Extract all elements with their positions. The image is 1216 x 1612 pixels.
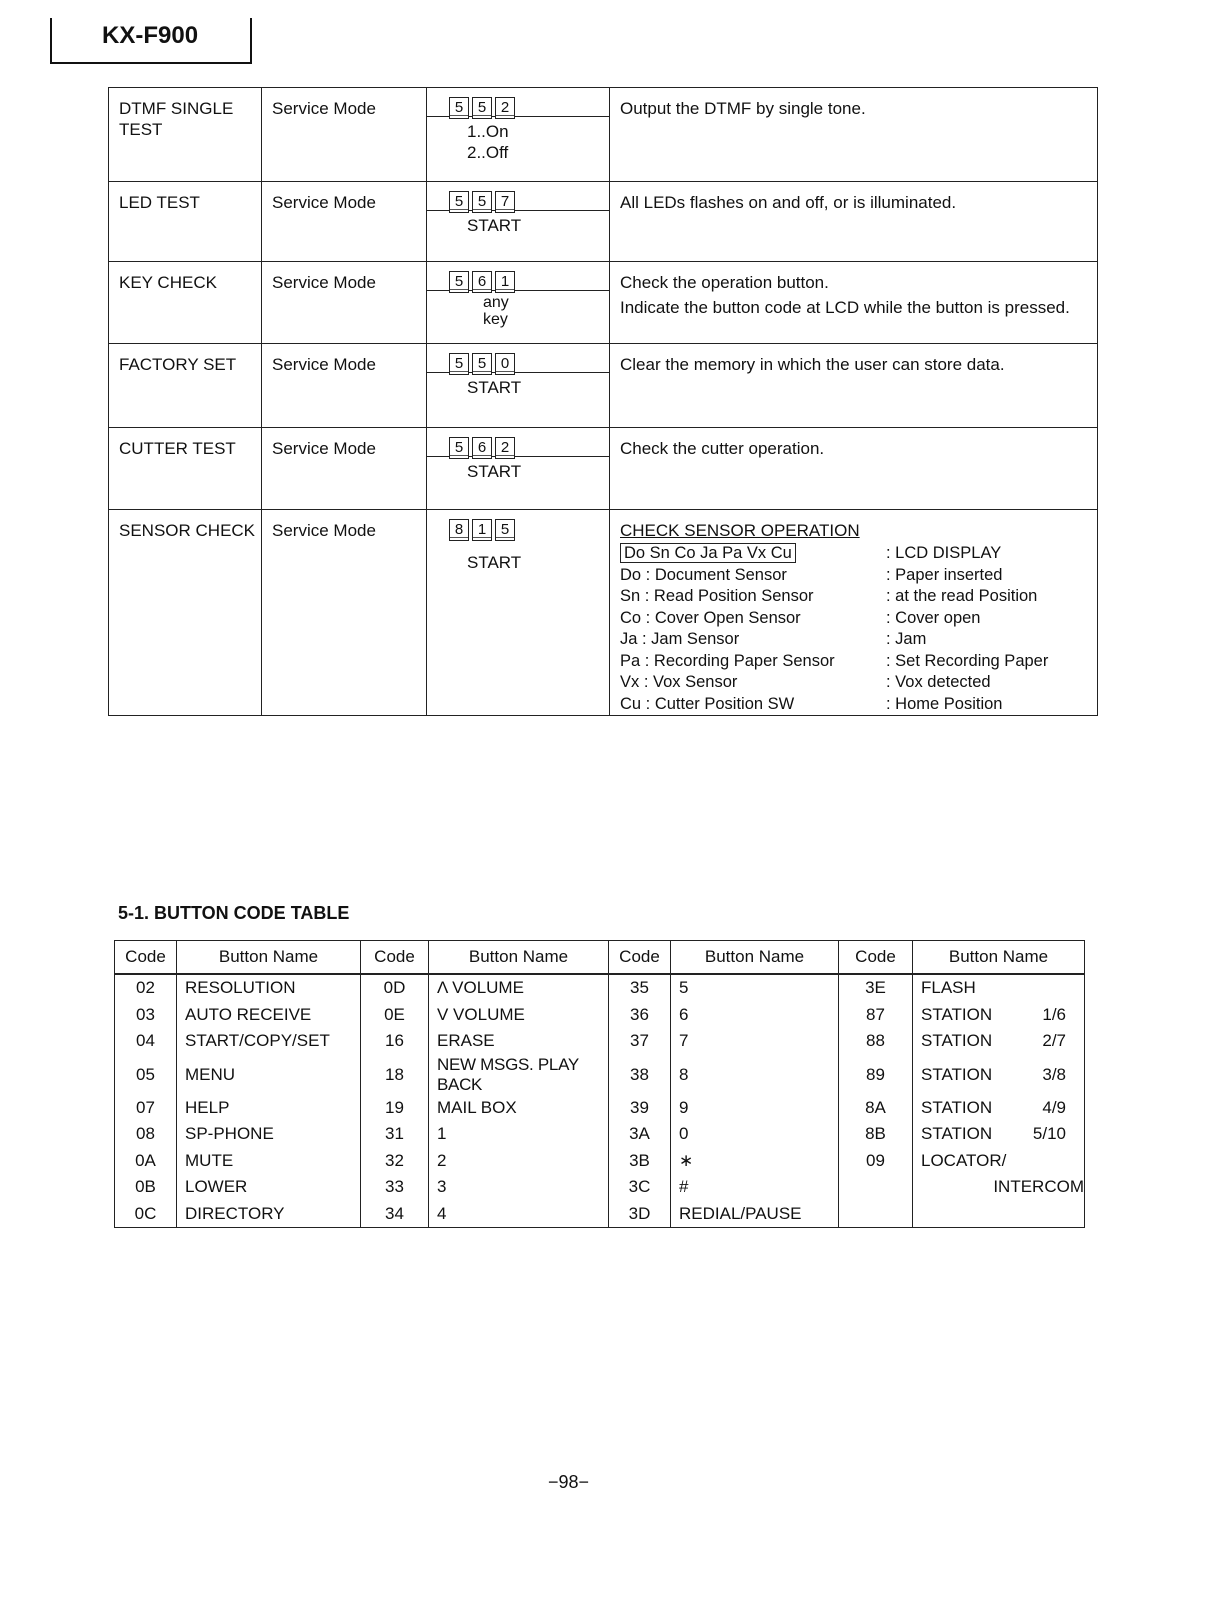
followup-line: START: [467, 216, 522, 235]
button-name: [913, 1121, 1085, 1148]
button-label: STATION: [921, 1031, 993, 1051]
column-header-code: Code: [609, 941, 671, 975]
button-name: 4: [429, 1201, 609, 1228]
table-row: [115, 1028, 1085, 1055]
followup-line: START: [467, 462, 522, 481]
button-code: 38: [609, 1055, 671, 1095]
description-line: Clear the memory in which the user can store data.: [620, 355, 1005, 374]
button-code: 3A: [609, 1121, 671, 1148]
button-code: 3D: [609, 1201, 671, 1228]
button-name: HELP: [177, 1095, 361, 1122]
key-sequence: [427, 510, 609, 538]
page-number: −98−: [548, 1472, 590, 1492]
button-code: 08: [115, 1121, 177, 1148]
followup-line: key: [483, 311, 508, 328]
button-code: 33: [361, 1174, 429, 1201]
key-sequence: [427, 428, 609, 456]
keypad-key: 5: [449, 271, 469, 293]
button-name: LOWER: [177, 1174, 361, 1201]
button-code: 8B: [839, 1121, 913, 1148]
test-key-sequence: [427, 510, 610, 716]
button-name: 2: [429, 1148, 609, 1175]
button-name: 7: [671, 1028, 839, 1055]
button-name: INTERCOM: [913, 1174, 1085, 1201]
button-name: AUTO RECEIVE: [177, 1002, 361, 1029]
keypad-key: 5: [495, 519, 515, 541]
test-mode: Service Mode: [262, 182, 427, 262]
key-followup: [427, 538, 609, 573]
test-mode: Service Mode: [262, 510, 427, 716]
table-row: [115, 1201, 1085, 1228]
button-code: 39: [609, 1095, 671, 1122]
service-test-table: [108, 87, 1098, 716]
sensor-name: Do : Document Sensor: [620, 565, 787, 584]
keypad-key: 5: [449, 191, 469, 213]
button-code: 0B: [115, 1174, 177, 1201]
lcd-display: Do Sn Co Ja Pa Vx Cu: [620, 543, 796, 563]
button-name: 6: [671, 1002, 839, 1029]
button-name: LOCATOR/: [913, 1148, 1085, 1175]
keypad-key: 5: [449, 97, 469, 119]
table-row: [115, 1002, 1085, 1029]
table-row: [115, 1148, 1085, 1175]
test-mode: Service Mode: [262, 88, 427, 182]
test-key-sequence: [427, 344, 610, 428]
test-description: [610, 182, 1098, 262]
key-sequence: [427, 182, 609, 210]
button-name: SP-PHONE: [177, 1121, 361, 1148]
button-code: 04: [115, 1028, 177, 1055]
button-code: 3E: [839, 974, 913, 1002]
test-name: KEY CHECK: [109, 262, 262, 344]
keypad-key: 8: [449, 519, 469, 541]
followup-line: 1..On: [467, 122, 509, 141]
button-name: NEW MSGS. PLAY BACK: [429, 1055, 609, 1095]
button-suffix: 4/9: [1042, 1097, 1066, 1117]
column-header-button-name: Button Name: [177, 941, 361, 975]
sensor-name: Pa : Recording Paper Sensor: [620, 651, 835, 670]
keypad-key: 1: [472, 519, 492, 541]
service-test-row: [109, 428, 1098, 510]
button-code: 32: [361, 1148, 429, 1175]
button-name: V VOLUME: [429, 1002, 609, 1029]
sensor-state: : Cover open: [886, 608, 981, 627]
button-name: 9: [671, 1095, 839, 1122]
test-key-sequence: [427, 262, 610, 344]
button-code: 16: [361, 1028, 429, 1055]
button-name: MENU: [177, 1055, 361, 1095]
test-description: [610, 88, 1098, 182]
key-followup: [427, 372, 609, 398]
service-test-row: [109, 344, 1098, 428]
button-suffix: 2/7: [1042, 1031, 1066, 1051]
button-code: 89: [839, 1055, 913, 1095]
test-name: LED TEST: [109, 182, 262, 262]
button-name: ∗: [671, 1148, 839, 1175]
button-name: 1: [429, 1121, 609, 1148]
button-label: STATION: [921, 1004, 993, 1024]
sensor-name: Ja : Jam Sensor: [620, 630, 740, 648]
description-line: Check the operation button.: [620, 273, 829, 292]
keypad-key: 5: [472, 353, 492, 375]
keypad-key: 6: [472, 437, 492, 459]
key-followup: [427, 116, 609, 163]
test-name: SENSOR CHECK: [109, 510, 262, 716]
column-header-button-name: Button Name: [913, 941, 1085, 975]
sensor-state: : Paper inserted: [886, 565, 1003, 584]
keypad-key: 7: [495, 191, 515, 213]
button-code: 3C: [609, 1174, 671, 1201]
button-code: 87: [839, 1002, 913, 1029]
test-mode: Service Mode: [262, 344, 427, 428]
button-code: 88: [839, 1028, 913, 1055]
column-header-button-name: Button Name: [671, 941, 839, 975]
key-followup: [427, 210, 609, 236]
test-description: [610, 262, 1098, 344]
keypad-key: 1: [495, 271, 515, 293]
description-line: Check the cutter operation.: [620, 439, 825, 458]
button-code: 0E: [361, 1002, 429, 1029]
test-name: CUTTER TEST: [109, 428, 262, 510]
service-test-row: [109, 182, 1098, 262]
button-suffix: 3/8: [1042, 1064, 1066, 1084]
button-code-title: 5-1. BUTTON CODE TABLE: [118, 903, 350, 923]
button-code: 07: [115, 1095, 177, 1122]
test-mode: Service Mode: [262, 428, 427, 510]
button-label: STATION: [921, 1097, 993, 1117]
test-key-sequence: [427, 182, 610, 262]
button-code: 05: [115, 1055, 177, 1095]
button-label: STATION: [921, 1064, 993, 1084]
column-header-code: Code: [115, 941, 177, 975]
button-name: 3: [429, 1174, 609, 1201]
description-line: Indicate the button code at LCD while the button is pressed.: [620, 298, 1070, 317]
key-followup: [427, 456, 609, 482]
button-label: STATION: [921, 1124, 993, 1144]
test-description: [610, 428, 1098, 510]
button-name: [913, 1002, 1085, 1029]
button-name: Λ VOLUME: [429, 974, 609, 1002]
button-name: 8: [671, 1055, 839, 1095]
keypad-key: 5: [449, 353, 469, 375]
sensor-legend: [620, 543, 1097, 715]
button-name: 0: [671, 1121, 839, 1148]
sensor-name: Co : Cover Open Sensor: [620, 608, 801, 627]
button-code: [839, 1174, 913, 1201]
sensor-name: Vx : Vox Sensor: [620, 673, 738, 691]
button-code: 18: [361, 1055, 429, 1095]
keypad-key: 2: [495, 437, 515, 459]
table-row: [115, 1121, 1085, 1148]
button-name: START/COPY/SET: [177, 1028, 361, 1055]
followup-line: 2..Off: [467, 143, 509, 162]
button-code: 3B: [609, 1148, 671, 1175]
button-code: 0C: [115, 1201, 177, 1228]
button-name: [913, 1201, 1085, 1228]
button-code-table: [114, 940, 1085, 1228]
test-name: FACTORY SET: [109, 344, 262, 428]
followup-line: START: [467, 553, 522, 572]
button-name: RESOLUTION: [177, 974, 361, 1002]
sensor-state: : Set Recording Paper: [886, 651, 1049, 670]
description-line: Output the DTMF by single tone.: [620, 99, 866, 118]
column-header-code: Code: [361, 941, 429, 975]
service-test-row: [109, 88, 1098, 182]
table-row: [115, 974, 1085, 1002]
button-suffix: 1/6: [1042, 1004, 1066, 1024]
key-followup: [427, 290, 609, 328]
button-name: [913, 1095, 1085, 1122]
button-name: DIRECTORY: [177, 1201, 361, 1228]
button-code: 0A: [115, 1148, 177, 1175]
button-code: 0D: [361, 974, 429, 1002]
key-sequence: [427, 262, 609, 290]
key-sequence: [427, 344, 609, 372]
test-name: DTMF SINGLE TEST: [109, 88, 262, 182]
keypad-key: 2: [495, 97, 515, 119]
test-key-sequence: [427, 428, 610, 510]
button-code: 02: [115, 974, 177, 1002]
table-row: [115, 1174, 1085, 1201]
button-name: MUTE: [177, 1148, 361, 1175]
service-test-row: [109, 510, 1098, 716]
sensor-state: : Jam: [886, 630, 927, 648]
lcd-display-label: : LCD DISPLAY: [886, 544, 1002, 562]
sensor-name: Cu : Cutter Position SW: [620, 694, 795, 713]
button-code: 37: [609, 1028, 671, 1055]
sensor-name: Sn : Read Position Sensor: [620, 587, 814, 605]
keypad-key: 5: [472, 191, 492, 213]
followup-line: any: [483, 294, 509, 311]
model-title: KX-F900: [102, 22, 199, 49]
button-code: 03: [115, 1002, 177, 1029]
table-row: [115, 1055, 1085, 1095]
button-code: 09: [839, 1148, 913, 1175]
keypad-key: 5: [472, 97, 492, 119]
button-code: 8A: [839, 1095, 913, 1122]
description-line: CHECK SENSOR OPERATION: [620, 521, 860, 540]
keypad-key: 6: [472, 271, 492, 293]
test-mode: Service Mode: [262, 262, 427, 344]
keypad-key: 0: [495, 353, 515, 375]
button-name: 5: [671, 974, 839, 1002]
button-suffix: 5/10: [1032, 1124, 1066, 1144]
test-description: [610, 510, 1098, 716]
followup-line: START: [467, 378, 522, 397]
column-header-button-name: Button Name: [429, 941, 609, 975]
service-test-row: [109, 262, 1098, 344]
sensor-state: : at the read Position: [886, 587, 1038, 605]
button-code: 31: [361, 1121, 429, 1148]
test-key-sequence: [427, 88, 610, 182]
description-line: All LEDs flashes on and off, or is illuminated.: [620, 193, 957, 212]
button-name: FLASH: [913, 974, 1085, 1002]
test-description: [610, 344, 1098, 428]
column-header-code: Code: [839, 941, 913, 975]
sensor-state: : Home Position: [886, 694, 1003, 713]
button-name: ERASE: [429, 1028, 609, 1055]
sensor-state: : Vox detected: [886, 673, 991, 691]
key-sequence: [427, 88, 609, 116]
button-code: 19: [361, 1095, 429, 1122]
keypad-key: 5: [449, 437, 469, 459]
button-name: REDIAL/PAUSE: [671, 1201, 839, 1228]
button-name: MAIL BOX: [429, 1095, 609, 1122]
button-code: [839, 1201, 913, 1228]
button-name: [913, 1055, 1085, 1095]
button-code: 36: [609, 1002, 671, 1029]
button-code: 34: [361, 1201, 429, 1228]
table-row: [115, 1095, 1085, 1122]
button-name: [913, 1028, 1085, 1055]
button-code: 35: [609, 974, 671, 1002]
button-name: #: [671, 1174, 839, 1201]
